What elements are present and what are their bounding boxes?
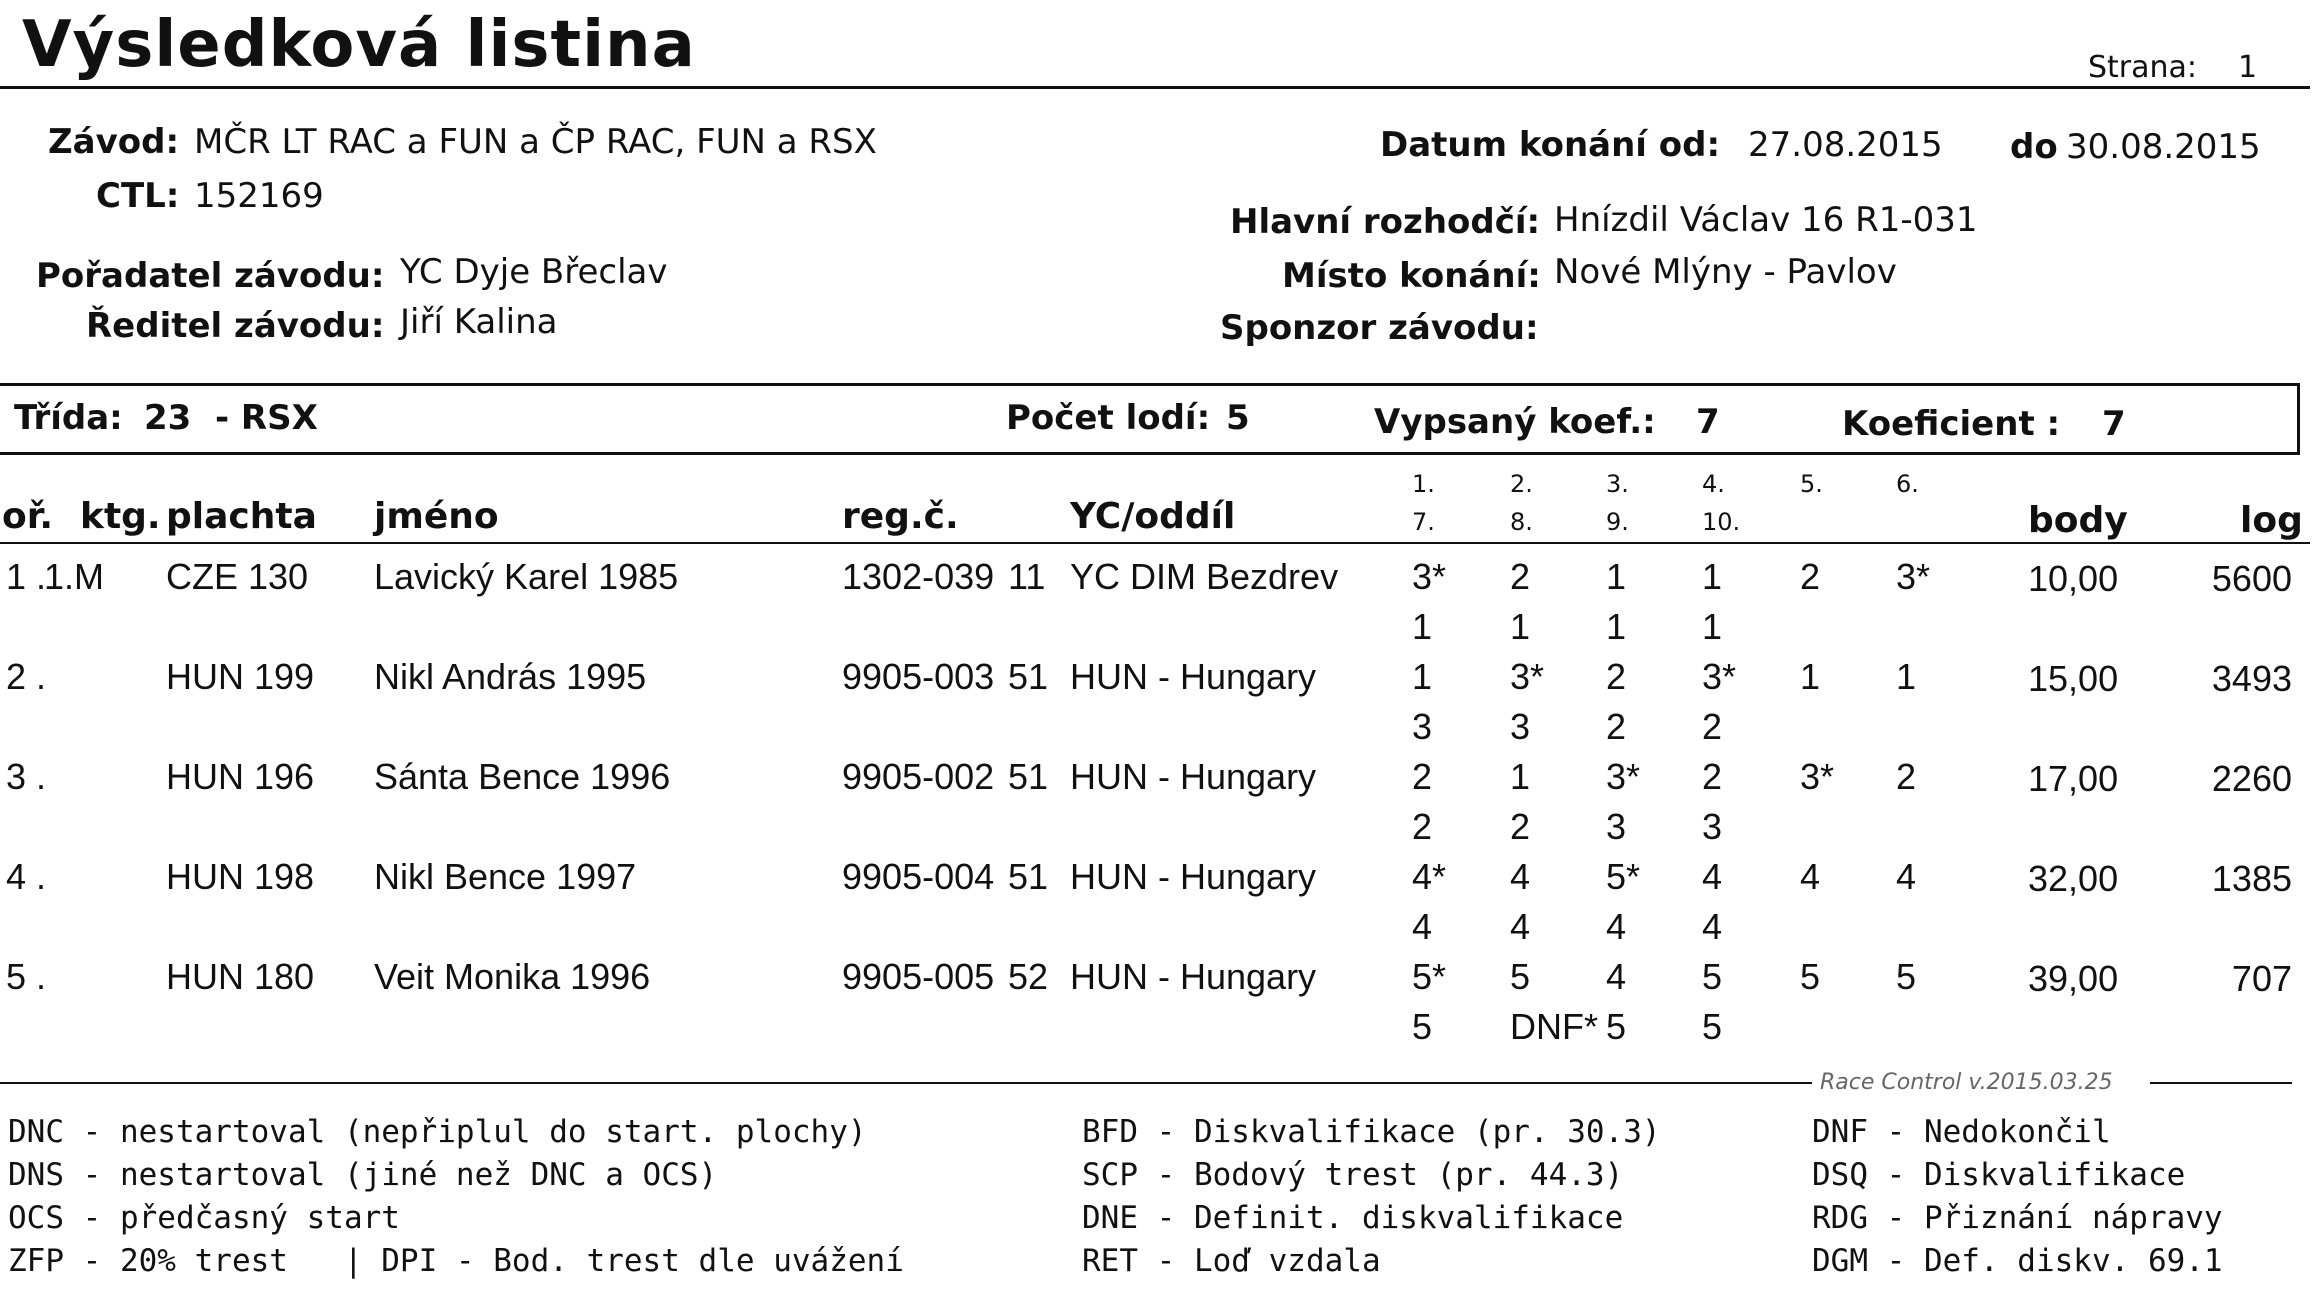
race-value: MČR LT RAC a FUN a ČP RAC, FUN a RSX (194, 122, 877, 162)
sponsor-label: Sponzor závodu: (1220, 308, 1539, 348)
row-race-score: 5 (1510, 956, 1531, 997)
page-label: Strana: (2088, 50, 2198, 85)
row-race-score: 3 (1606, 806, 1627, 847)
row-rank: 4 . (6, 856, 47, 897)
row-race-score: 2 (1606, 706, 1627, 747)
legend-item: DSQ - Diskvalifikace (1812, 1157, 2186, 1193)
row-race-score: 2 (1510, 806, 1531, 847)
row-race-score: 4 (1702, 906, 1723, 947)
row-points: 15,00 (2028, 658, 2119, 699)
venue-value: Nové Mlýny - Pavlov (1554, 252, 1897, 292)
race-header-top: 4. (1702, 470, 1725, 498)
row-rank: 3 . (6, 756, 47, 797)
legend-item: BFD - Diskvalifikace (pr. 30.3) (1082, 1114, 1661, 1150)
listed-coef-value: 7 (1696, 402, 1720, 442)
row-club-code: 11 (1008, 556, 1046, 597)
date-to: 30.08.2015 (2066, 127, 2261, 167)
row-points: 39,00 (2028, 958, 2119, 999)
legend-item: SCP - Bodový trest (pr. 44.3) (1082, 1157, 1624, 1193)
legend-item: OCS - předčasný start (8, 1200, 400, 1236)
row-log: 5600 (2211, 558, 2292, 599)
row-race-score: 3* (1896, 556, 1931, 597)
legend-item: DNF - Nedokončil (1812, 1114, 2111, 1150)
col-sail: plachta (166, 496, 317, 537)
row-race-score: 3 (1510, 706, 1531, 747)
row-race-score: 5* (1412, 956, 1447, 997)
listed-coef-label: Vypsaný koef.: (1374, 402, 1656, 442)
race-label: Závod: (48, 122, 180, 162)
row-race-score: 3* (1800, 756, 1835, 797)
row-points: 17,00 (2028, 758, 2119, 799)
row-reg: 9905-005 (842, 956, 995, 997)
legend-item: DGM - Def. diskv. 69.1 (1812, 1243, 2223, 1279)
row-race-score: 2 (1702, 756, 1723, 797)
row-club: YC DIM Bezdrev (1070, 556, 1339, 597)
row-race-score: 1 (1606, 556, 1627, 597)
row-race-score: 4 (1606, 906, 1627, 947)
row-race-score: 4 (1800, 856, 1821, 897)
race-header-bottom: 9. (1606, 508, 1629, 536)
class-value: 23 - RSX (144, 398, 318, 438)
coef-value: 7 (2102, 404, 2126, 444)
footer-rule-left (0, 1082, 1812, 1084)
row-race-score: 1 (1510, 756, 1531, 797)
row-sail: CZE 130 (166, 556, 309, 597)
col-club: YC/oddíl (1070, 496, 1236, 537)
col-log: log (2240, 500, 2303, 541)
row-club: HUN - Hungary (1070, 656, 1317, 697)
judge-label: Hlavní rozhodčí: (1230, 202, 1541, 242)
row-reg: 9905-004 (842, 856, 995, 897)
row-race-score: 2 (1800, 556, 1821, 597)
ctl-label: CTL: (96, 176, 180, 216)
row-race-score: 4 (1896, 856, 1917, 897)
row-race-score: DNF* (1510, 1006, 1598, 1047)
row-name: Veit Monika 1996 (374, 956, 651, 997)
boats-value: 5 (1226, 398, 1250, 438)
legend-item: RET - Loď vzdala (1082, 1243, 1381, 1279)
legend-item: DNC - nestartoval (nepřiplul do start. plochy) (8, 1114, 867, 1150)
footer-rule-right (2150, 1082, 2292, 1084)
row-club: HUN - Hungary (1070, 956, 1317, 997)
row-club-code: 51 (1008, 756, 1049, 797)
software-label: Race Control v.2015.03.25 (1820, 1070, 2113, 1095)
row-rank: 5 . (6, 956, 47, 997)
row-name: Nikl Bence 1997 (374, 856, 637, 897)
judge-value: Hnízdil Václav 16 R1-031 (1554, 200, 1978, 240)
row-race-score: 3* (1412, 556, 1447, 597)
coef-label: Koeficient : (1842, 404, 2061, 444)
col-category: ktg. (80, 496, 161, 537)
row-log: 707 (2231, 958, 2292, 999)
race-header-top: 1. (1412, 470, 1435, 498)
row-race-score: 2 (1412, 756, 1433, 797)
row-race-score: 5 (1606, 1006, 1627, 1047)
row-reg: 1302-039 (842, 556, 995, 597)
row-points: 32,00 (2028, 858, 2119, 899)
race-header-top: 3. (1606, 470, 1629, 498)
row-race-score: 1 (1412, 656, 1433, 697)
page-number: 1 (2238, 50, 2258, 85)
race-header-bottom: 10. (1702, 508, 1741, 536)
row-club-code: 52 (1008, 956, 1049, 997)
date-label: Datum konání od: (1380, 125, 1721, 165)
title-rule (0, 86, 2310, 89)
row-race-score: 2 (1702, 706, 1723, 747)
row-race-score: 2 (1896, 756, 1917, 797)
row-points: 10,00 (2028, 558, 2119, 599)
row-reg: 9905-003 (842, 656, 995, 697)
legend-item: DNE - Definit. diskvalifikace (1082, 1200, 1624, 1236)
row-sail: HUN 180 (166, 956, 315, 997)
row-rank: 1 . (6, 556, 47, 597)
row-category: 1.M (44, 556, 105, 597)
row-rank: 2 . (6, 656, 47, 697)
row-race-score: 5 (1702, 1006, 1723, 1047)
row-race-score: 1 (1896, 656, 1917, 697)
row-race-score: 2 (1412, 806, 1433, 847)
row-race-score: 4 (1510, 906, 1531, 947)
row-race-score: 4 (1702, 856, 1723, 897)
row-reg: 9905-002 (842, 756, 995, 797)
row-name: Nikl András 1995 (374, 656, 647, 697)
row-club: HUN - Hungary (1070, 856, 1317, 897)
row-race-score: 3* (1702, 656, 1737, 697)
row-race-score: 1 (1606, 606, 1627, 647)
boats-label: Počet lodí: (1006, 398, 1211, 438)
row-race-score: 4 (1510, 856, 1531, 897)
race-header-bottom: 8. (1510, 508, 1533, 536)
row-race-score: 5 (1800, 956, 1821, 997)
row-name: Sánta Bence 1996 (374, 756, 671, 797)
row-log: 1385 (2211, 858, 2292, 899)
row-sail: HUN 198 (166, 856, 315, 897)
row-race-score: 3 (1412, 706, 1433, 747)
row-race-score: 4 (1412, 906, 1433, 947)
race-header-top: 5. (1800, 470, 1823, 498)
row-race-score: 4* (1412, 856, 1447, 897)
class-label: Třída: (14, 398, 123, 438)
row-race-score: 1 (1412, 606, 1433, 647)
row-sail: HUN 199 (166, 656, 315, 697)
organizer-value: YC Dyje Břeclav (400, 252, 668, 292)
date-to-label: do (2010, 127, 2058, 167)
row-race-score: 3* (1510, 656, 1545, 697)
row-name: Lavický Karel 1985 (374, 556, 679, 597)
date-from: 27.08.2015 (1748, 125, 1943, 165)
row-race-score: 1 (1702, 606, 1723, 647)
row-race-score: 3 (1702, 806, 1723, 847)
director-value: Jiří Kalina (400, 302, 558, 342)
row-club-code: 51 (1008, 656, 1049, 697)
header-rule (0, 542, 2310, 544)
row-race-score: 5 (1896, 956, 1917, 997)
row-race-score: 3* (1606, 756, 1641, 797)
row-race-score: 1 (1510, 606, 1531, 647)
row-log: 2260 (2211, 758, 2292, 799)
col-points: body (2028, 500, 2128, 541)
row-club-code: 51 (1008, 856, 1049, 897)
director-label: Ředitel závodu: (86, 306, 385, 346)
document-title: Výsledková listina (22, 8, 696, 82)
row-race-score: 2 (1606, 656, 1627, 697)
race-header-top: 6. (1896, 470, 1919, 498)
race-header-bottom: 7. (1412, 508, 1435, 536)
row-race-score: 5* (1606, 856, 1641, 897)
legend-item: RDG - Přiznání nápravy (1812, 1200, 2223, 1236)
venue-label: Místo konání: (1282, 256, 1541, 296)
row-club: HUN - Hungary (1070, 756, 1317, 797)
row-race-score: 5 (1702, 956, 1723, 997)
col-rank: oř. (2, 496, 54, 537)
row-race-score: 1 (1702, 556, 1723, 597)
col-name: jméno (374, 496, 499, 537)
row-log: 3493 (2211, 658, 2292, 699)
legend-item: DNS - nestartoval (jiné než DNC a OCS) (8, 1157, 718, 1193)
row-race-score: 5 (1412, 1006, 1433, 1047)
row-race-score: 4 (1606, 956, 1627, 997)
organizer-label: Pořadatel závodu: (36, 256, 385, 296)
row-race-score: 2 (1510, 556, 1531, 597)
row-race-score: 1 (1800, 656, 1821, 697)
race-header-top: 2. (1510, 470, 1533, 498)
row-sail: HUN 196 (166, 756, 315, 797)
ctl-value: 152169 (194, 176, 324, 216)
legend-item: ZFP - 20% trest | DPI - Bod. trest dle uvážení (8, 1243, 904, 1279)
col-reg: reg.č. (842, 496, 959, 537)
